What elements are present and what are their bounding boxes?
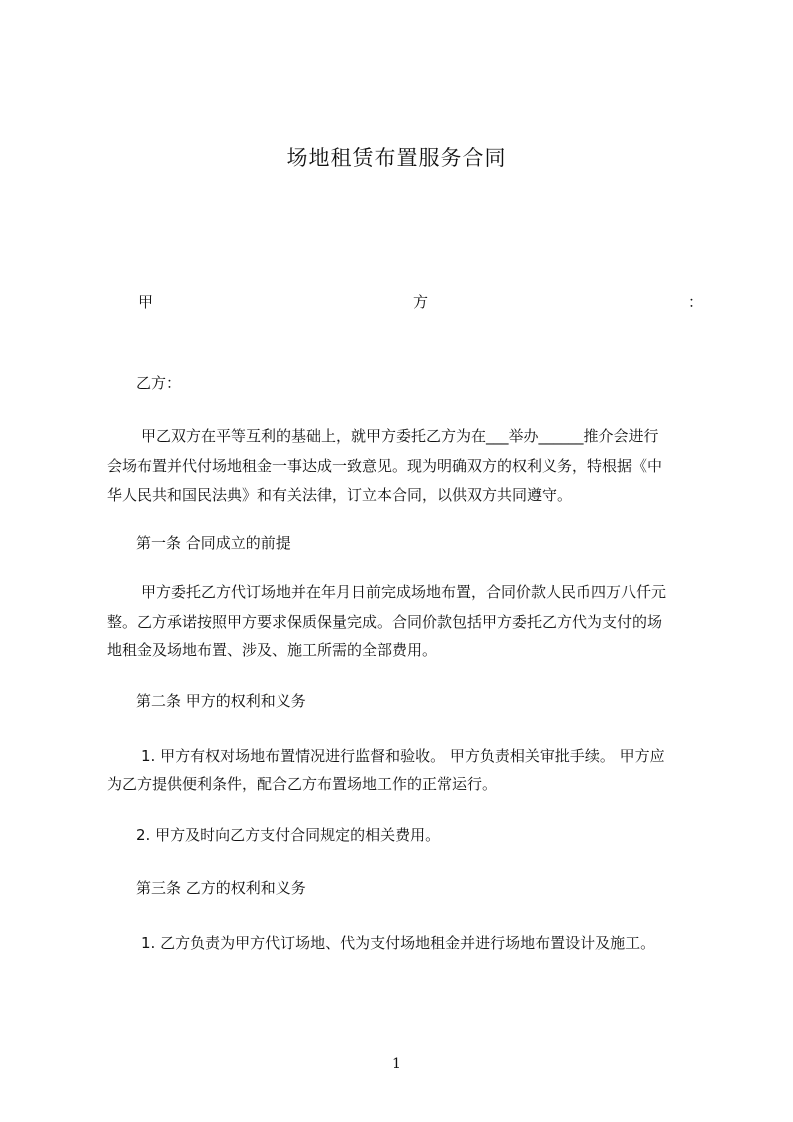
article3-heading: 第三条 乙方的权利和义务 (136, 879, 306, 897)
article2-heading: 第二条 甲方的权利和义务 (136, 692, 306, 710)
party-a-char1: 甲 (138, 293, 154, 311)
article2-item1-line: 为乙方提供便利条件，配合乙方布置场地工作的正常运行。 (107, 775, 498, 793)
article1-line: 地租金及场地布置、涉及、施工所需的全部费用。 (107, 641, 438, 659)
party-a-colon: ： (687, 293, 703, 311)
article1-heading: 第一条 合同成立的前提 (136, 534, 291, 552)
page-number: 1 (392, 1056, 401, 1072)
article1-line: 整。乙方承诺按照甲方要求保质保量完成。合同价款包括甲方委托乙方代为支付的场 (107, 613, 663, 631)
contract-title: 场地租赁布置服务合同 (286, 146, 507, 170)
intro-line: 华人民共和国民法典》和有关法律，订立本合同，以供双方共同遵守。 (107, 486, 573, 504)
article3-item1: 1. 乙方负责为甲方代订场地、代为支付场地租金并进行场地布置设计及施工。 (141, 934, 656, 952)
party-a-line (138, 291, 703, 312)
intro-line: 甲乙双方在平等互利的基础上，就甲方委托乙方为在___举办______推介会进行 (141, 427, 659, 445)
article2-item1-line: 1. 甲方有权对场地布置情况进行监督和验收。 甲方负责相关审批手续。 甲方应 (141, 747, 665, 765)
party-b-line: 乙方： (136, 374, 182, 392)
party-a-char2: 方 (412, 293, 428, 311)
article1-line: 甲方委托乙方代订场地并在年月日前完成场地布置，合同价款人民币四万八仟元 (141, 583, 667, 601)
article2-item2: 2. 甲方及时向乙方支付合同规定的相关费用。 (136, 826, 441, 844)
intro-line: 会场布置并代付场地租金一事达成一致意见。现为明确双方的权利义务，特根据《中 (107, 457, 663, 475)
